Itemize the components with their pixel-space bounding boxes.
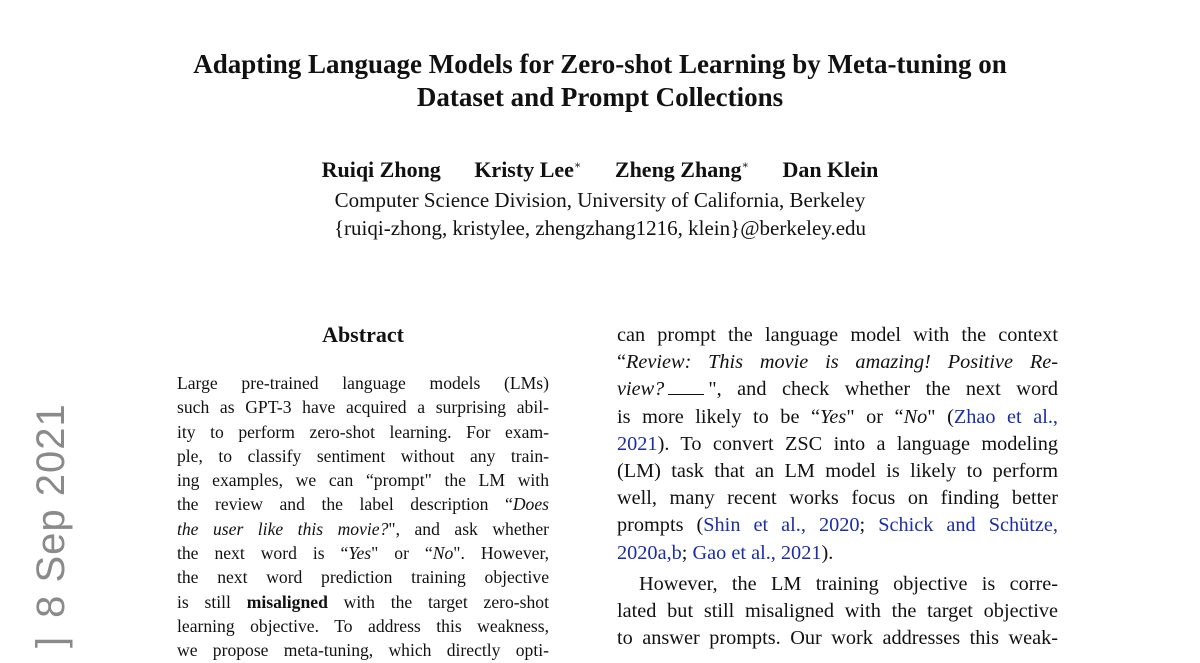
- abstract-line: the next word prediction training objective: [177, 567, 549, 588]
- abstract-line: the next word is “Yes" or “No". However,: [177, 543, 549, 564]
- paper-title-line-1: Adapting Language Models for Zero-shot Learning by Meta-tuning on: [193, 49, 1007, 79]
- citation-link[interactable]: 2021: [617, 432, 658, 455]
- body-line: view? ", and check whether the next word: [617, 378, 1058, 401]
- abstract-line: ity to perform zero-shot learning. For exam-: [177, 421, 549, 442]
- body-line: prompts (Shin et al., 2020; Schick and Schütze,: [617, 514, 1058, 537]
- paper-title-line-2: Dataset and Prompt Collections: [416, 82, 784, 112]
- author-name: Dan Klein: [782, 157, 879, 182]
- citation-link[interactable]: Schick and Schütze,: [878, 514, 1058, 537]
- paper-title: [120, 48, 1080, 114]
- equal-contribution-mark: ∗: [741, 159, 749, 172]
- body-line: 2020a,b; Gao et al., 2021).: [617, 541, 834, 564]
- author-name: Zheng Zhang: [614, 157, 742, 182]
- prompt-example-text: the user like this movie?: [177, 518, 389, 539]
- citation-link[interactable]: Shin et al., 2020: [703, 514, 860, 537]
- citation-link[interactable]: Zhao et al.,: [953, 405, 1058, 428]
- author-1: [322, 155, 441, 185]
- prompt-example-text: Review: This movie is amazing! Positive Re-: [626, 351, 1058, 374]
- body-line: to answer prompts. Our work addresses this weak-: [617, 627, 1058, 650]
- abstract-body: [177, 371, 549, 663]
- author-2: [474, 155, 581, 185]
- prompt-example-text: Does: [512, 494, 549, 515]
- body-line: well, many recent works focus on finding better: [617, 487, 1058, 510]
- body-line: (LM) task that an LM model is likely to perform: [617, 460, 1058, 483]
- body-line: can prompt the language model with the context: [617, 324, 1058, 346]
- author-4: [782, 155, 878, 185]
- label-word: No: [432, 543, 454, 564]
- body-line: lated but still misaligned with the target objective: [617, 600, 1058, 623]
- abstract-line: Large pre-trained language models (LMs): [177, 373, 549, 393]
- body-line: However, the LM training objective is corre-: [639, 572, 1058, 595]
- body-line: is more likely to be “Yes" or “No" (Zhao et al.,: [617, 405, 1058, 428]
- body-line: “Review: This movie is amazing! Positive Re-: [617, 351, 1058, 374]
- label-word: Yes: [820, 405, 847, 428]
- equal-contribution-mark: ∗: [573, 159, 582, 172]
- abstract-line: ing examples, we can “prompt" the LM with: [177, 470, 549, 491]
- affiliation: Computer Science Division, University of California, Berkeley: [334, 188, 866, 212]
- abstract-heading: Abstract: [322, 322, 404, 347]
- abstract-line: the user like this movie?", and ask whether: [177, 518, 549, 539]
- emphasis-text: misaligned: [246, 591, 328, 612]
- arxiv-side-stamp: [28, 403, 74, 648]
- citation-link[interactable]: 2020a,b: [617, 541, 682, 564]
- body-line: 2021). To convert ZSC into a language modeling: [617, 432, 1058, 455]
- arxiv-stamp-bracket: ]: [29, 635, 73, 648]
- citation-link[interactable]: Gao et al., 2021: [692, 541, 822, 564]
- author-list: [0, 155, 1200, 185]
- prompt-example-text: view?: [617, 378, 665, 401]
- label-word: No: [903, 405, 928, 428]
- author-emails: {ruiqi-zhong, kristylee, zhengzhang1216, klein}@berkeley.edu: [333, 216, 867, 240]
- body-column-right: [617, 322, 1058, 652]
- author-name: Kristy Lee: [474, 157, 574, 182]
- abstract-line: the review and the label description “Does: [177, 494, 549, 515]
- label-word: Yes: [348, 543, 372, 564]
- arxiv-stamp-date: 8 Sep 2021: [29, 403, 73, 618]
- prompt-blank: [668, 380, 704, 395]
- abstract-line: we propose meta-tuning, which directly opti-: [177, 640, 549, 661]
- author-name: Ruiqi Zhong: [321, 157, 441, 182]
- author-3: [615, 155, 749, 185]
- abstract-line: is still misaligned with the target zero-shot: [177, 591, 549, 612]
- abstract-line: such as GPT-3 have acquired a surprising abil-: [177, 397, 549, 418]
- abstract-line: learning objective. To address this weakness,: [177, 615, 549, 636]
- abstract-line: ple, to classify sentiment without any train-: [177, 445, 549, 466]
